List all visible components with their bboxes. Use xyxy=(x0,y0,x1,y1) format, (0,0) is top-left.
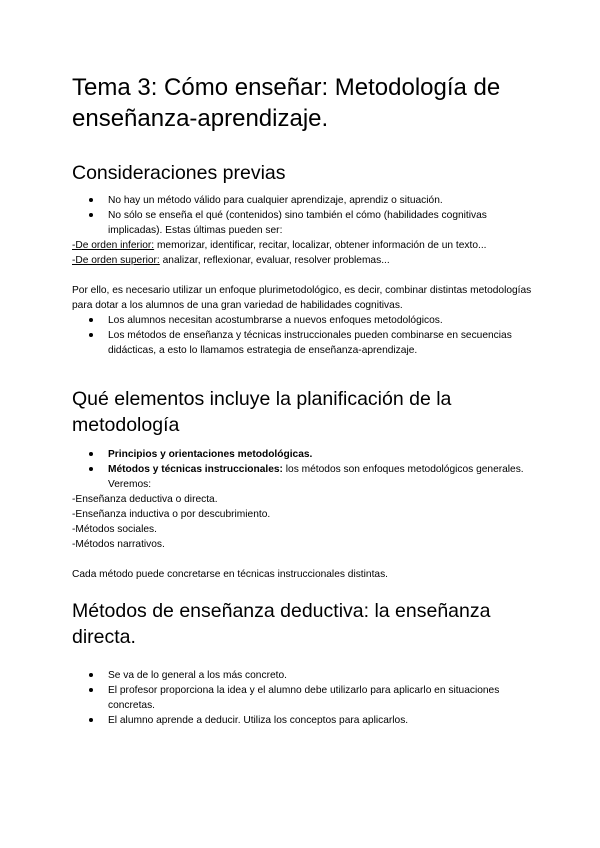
list-item: No sólo se enseña el qué (contenidos) sino también el cómo (habilidades cognitivas implicadas). Estas últimas pueden ser: xyxy=(72,208,532,238)
dash-item: -Métodos narrativos. xyxy=(72,539,165,550)
item-text: los métodos son enfoques metodológicos generales. Veremos: xyxy=(108,464,524,490)
paragraph: Por ello, es necesario utilizar un enfoque plurimetodológico, es decir, combinar distintas metodologías para dotar a los alumnos de una gran variedad de habilidades cognitivas. xyxy=(72,285,532,311)
list-item xyxy=(72,462,532,492)
list-item: Los métodos de enseñanza y técnicas instruccionales pueden combinarse en secuencias didácticas, a esto lo llamamos estrategia de enseñanza-aprendizaje. xyxy=(72,328,532,358)
paragraph: Cada método puede concretarse en técnicas instruccionales distintas. xyxy=(72,569,388,580)
section-heading: Qué elementos incluye la planificación de la metodología xyxy=(72,388,452,436)
list-item: Se va de lo general a los más concreto. xyxy=(72,668,532,683)
section-heading: Consideraciones previas xyxy=(72,162,286,184)
dash-item: -Enseñanza deductiva o directa. xyxy=(72,494,218,505)
bold-text: Principios y orientaciones metodológicas. xyxy=(108,449,313,460)
order-label: -De orden inferior: xyxy=(72,240,155,251)
section-consideraciones xyxy=(72,160,532,358)
bullet-list xyxy=(72,447,532,492)
order-line xyxy=(72,238,532,253)
order-line xyxy=(72,253,532,268)
dash-item: -Métodos sociales. xyxy=(72,524,157,535)
section-heading: Métodos de enseñanza deductiva: la enseñanza directa. xyxy=(72,600,491,648)
dash-item: -Enseñanza inductiva o por descubrimiento. xyxy=(72,509,271,520)
list-item: El alumno aprende a deducir. Utiliza los conceptos para aplicarlos. xyxy=(72,713,532,728)
bullet-list xyxy=(72,313,532,358)
list-item: No hay un método válido para cualquier aprendizaje, aprendiz o situación. xyxy=(72,193,532,208)
section-elementos xyxy=(72,386,532,582)
bullet-list xyxy=(72,193,532,238)
bullet-list xyxy=(72,668,532,728)
order-text: analizar, reflexionar, evaluar, resolver problemas... xyxy=(159,255,390,266)
document-page xyxy=(72,72,532,726)
bold-text: Métodos y técnicas instruccionales: xyxy=(108,464,283,475)
section-deductiva xyxy=(72,598,532,728)
order-label: -De orden superior: xyxy=(72,255,160,266)
list-item: El profesor proporciona la idea y el alumno debe utilizarlo para aplicarlo en situaciones concretas. xyxy=(72,683,532,713)
list-item: Los alumnos necesitan acostumbrarse a nuevos enfoques metodológicos. xyxy=(72,313,532,328)
document-title: Tema 3: Cómo enseñar: Metodología de enseñanza-aprendizaje. xyxy=(72,74,501,132)
list-item xyxy=(72,447,532,462)
order-text: memorizar, identificar, recitar, localizar, obtener información de un texto... xyxy=(154,240,487,251)
